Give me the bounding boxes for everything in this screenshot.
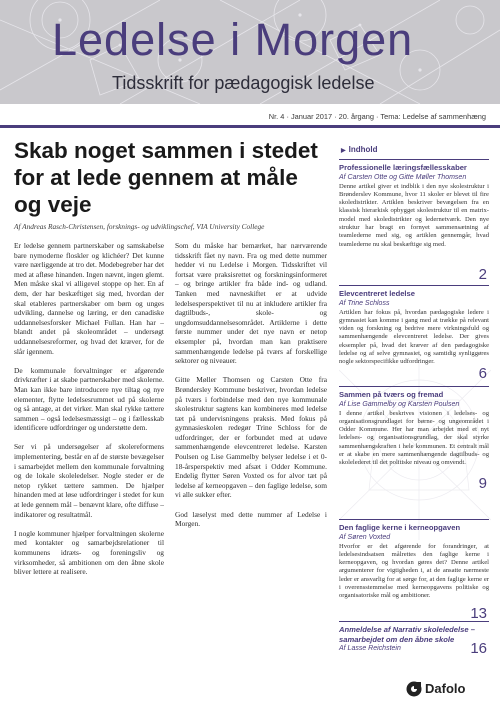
toc-item[interactable] [339,519,489,622]
triangle-right-icon: ▶ [341,148,346,154]
toc-item-author: Af Trine Schloss [339,299,390,307]
toc-item[interactable] [339,386,489,496]
article-headline: Skab noget sammen i stedet for at lede gennem at måle og veje [14,138,318,217]
toc-item-title: Professionelle læringsfællesskaber [339,163,467,172]
publisher-name: Dafolo [425,681,466,696]
publisher-logo [406,681,465,696]
toc-item-desc: Hvorfor er det afgørende for forandringer, at ledelsesindsatsen målrettes den faglige kerne i kerneopgaven, og hvordan gøres det? Denne artikel argumenterer for vigtigheden i, at de ansatte nærmeste leder er ansvarlig for at sørge for, at den faglige kerne er i overensstemmelse med kerneopgavens politiske og organisatoriske mål og ambitioner. [339,542,489,600]
toc-heading: ▶ Indhold [341,145,378,154]
article-column-1 [14,241,164,586]
magazine-subtitle: Tidsskrift for pædagogisk ledelse [112,73,375,93]
toc-item-desc: Artiklen har fokus på, hvordan pædagogiske ledere i gymnasiet kan komme i gang med at trække på relevant viden og forskning og bedrive mere virkningsfuld og sammenhængende elevcentreret ledelse. Der gives eksempler på, hvad det kræver af den pædagogiske ledelse og af selve gymnasiet, og samtidig synliggøres nogle sektorspecifikke udfordringer. [339,308,489,366]
dafolo-logo-icon [406,681,422,697]
table-of-contents [339,145,489,657]
toc-item-page: 9 [478,475,487,492]
toc-item-desc: I denne artikel beskrives visionen i ledelses- og organisationsgrundlaget for børne- og ungeområdet i Odder Kommune. Her har man arbejdet med et nyt ledelses- og organisationsgrundlag, der skal styrke sammenhængskraften i hele kommunen. Et centralt mål er at skabe en mere sammenhængende dagtilbuds- og skolelederet til det politiske niveau og omvendt. [339,409,489,467]
magazine-title: Ledelse i Morgen [52,14,414,65]
toc-item-title: Den faglige kerne i kerneopgaven [339,523,461,532]
paragraph: Ser vi på undersøgelser af skolereformens implementering, består en af de største bevægelser i samarbejdet mellem den kommunale forvaltning og de lokale skoleledelser. Nogle steder er de netop rykket tættere sammen. De hjælper hinanden med at løse udfordringer i stedet for kun at lede gennem mål – benævnt klare, ofte diffuse – indikatorer og resultatmål. [14,442,164,519]
toc-item[interactable] [339,621,489,665]
paragraph: God læselyst med dette nummer af Ledelse i Morgen. [175,509,327,529]
toc-item-author: Af Søren Voxted [339,533,391,541]
paragraph: Gitte Møller Thomsen og Carsten Otte fra Brøndersley Kommune beskriver, hvordan ledelse på tværs i forbindelse med den nye kommunale skolestruktur sagtens kan kombineres med ledelse tæt på undervisningens praksis. Med fokus på gymnasieskolen redegør Trine Schloss for de udfordringer, der er forbundet med at udøve sammenhængende elevcentreret ledelse. Karsten Poulsen og Lise Gammelby belyser ledelse i et 0-18-årsperspektiv med afsæt i Odder Kommune. Endelig flytter Søren Voxted os for alvor tæt på ledelse af kerneopgaven – den faglige ledelse, som vi alle sukker efter. [175,375,327,500]
paragraph: Er ledelse gennem partnerskaber og samskabelse bare nymoderne floskler og klichéer? Det kunne være nærliggende at tro det. Modebegreber har det med at afløse hinanden. Ingen nævnt, ingen glemt. Men måske skal vi alligevel stoppe op her. En af dem, der har beskæftiget sig med, hvordan der skal etableres partnerskaber om børn og unges udvikling, dannelse og læring, er den canadiske uddannelsesforsker Michael Fullan. Han har – blandt andet på skoleområdet – undersøgt uddannelsesreformer, og hvad det kræver, for de slår igennem. [14,241,164,356]
toc-item[interactable] [339,159,489,282]
paragraph: Som du måske har bemærket, har nærværende tidsskrift fået ny navn. Fra og med dette nummer hedder vi nu Ledelse i Morgen. Tidsskriftet vil fortsat være praksisrettet og forskningsinformeret – og bringe artikler fra både ind- og udland. Tanken med navneskiftet er at udvide ledelsesperspektivet til nu at inkludere artikler fra dagtilbuds-, skole- og ungdomsuddannelsesområdet. Artiklerne i dette første nummer under det nye navn er netop eksempler på, hvordan man kan praktisere sammenhængende ledelse på tværs af forskellige sektorer og niveauer. [175,241,327,366]
toc-item-author: Af Carsten Otte og Gitte Møller Thomsen [339,173,467,181]
toc-item-page: 16 [470,640,487,657]
toc-item-page: 13 [470,605,487,622]
toc-item[interactable] [339,285,489,385]
issue-bar [0,104,500,128]
masthead [0,0,500,104]
paragraph: I nogle kommuner hjælper forvaltningen skolerne med kontakter og samarbejdsrelationer til kommunens idræts- og foreningsliv og virksomheder, så ambitionen om den åbne skole bliver lettere at realisere. [14,528,164,577]
article-column-2 [175,241,327,538]
toc-item-page: 2 [478,266,487,283]
toc-item-desc: Denne artikel giver et indblik i den nye skolestruktur i Brønderslev Kommune, hvor 11 skoler er blevet til fire skoledistrikter. Artiklen beskriver bevægelsen fra en klassisk hierarkisk opbygget skolestruktur til en matrix-model med skoledistrikter og ledernetværk. Den nye struktur har bragt en fornyet sammensætning af teamlederne med sig, og artiklen gennemgår, hvad teamlederne nu skal beskæftige sig med. [339,182,489,248]
paragraph: De kommunale forvaltninger er afgørende drivkræfter i at skabe partnerskaber med skolerne. Man kan ikke bare introducere nye tiltag og nye elementer, flytte ledelsesrummet ud på skolerne og så antage, at det virker. Man skal rykke tættere sammen – også ledelsesmæssigt – og i fællesskab identificere udfordringer og understøtte dem. [14,365,164,433]
toc-item-title: Anmeldelse af Narrativ skoleledelse – samarbejdet om den åbne skole [339,625,475,644]
toc-item-title: Sammen på tværs og fremad [339,390,444,399]
article-byline: Af Andreas Rasch-Christensen, forsknings- og udviklingschef, VIA University College [14,222,265,231]
toc-item-author: Af Lise Gammelby og Karsten Poulsen [339,400,460,408]
toc-item-author: Af Lasse Reichstein [339,645,401,652]
toc-item-page: 6 [478,365,487,382]
toc-item-title: Elevcentreret ledelse [339,289,415,298]
issue-info: Nr. 4 · Januar 2017 · 20. årgang · Tema: Ledelse af sammenhæng [268,112,486,121]
